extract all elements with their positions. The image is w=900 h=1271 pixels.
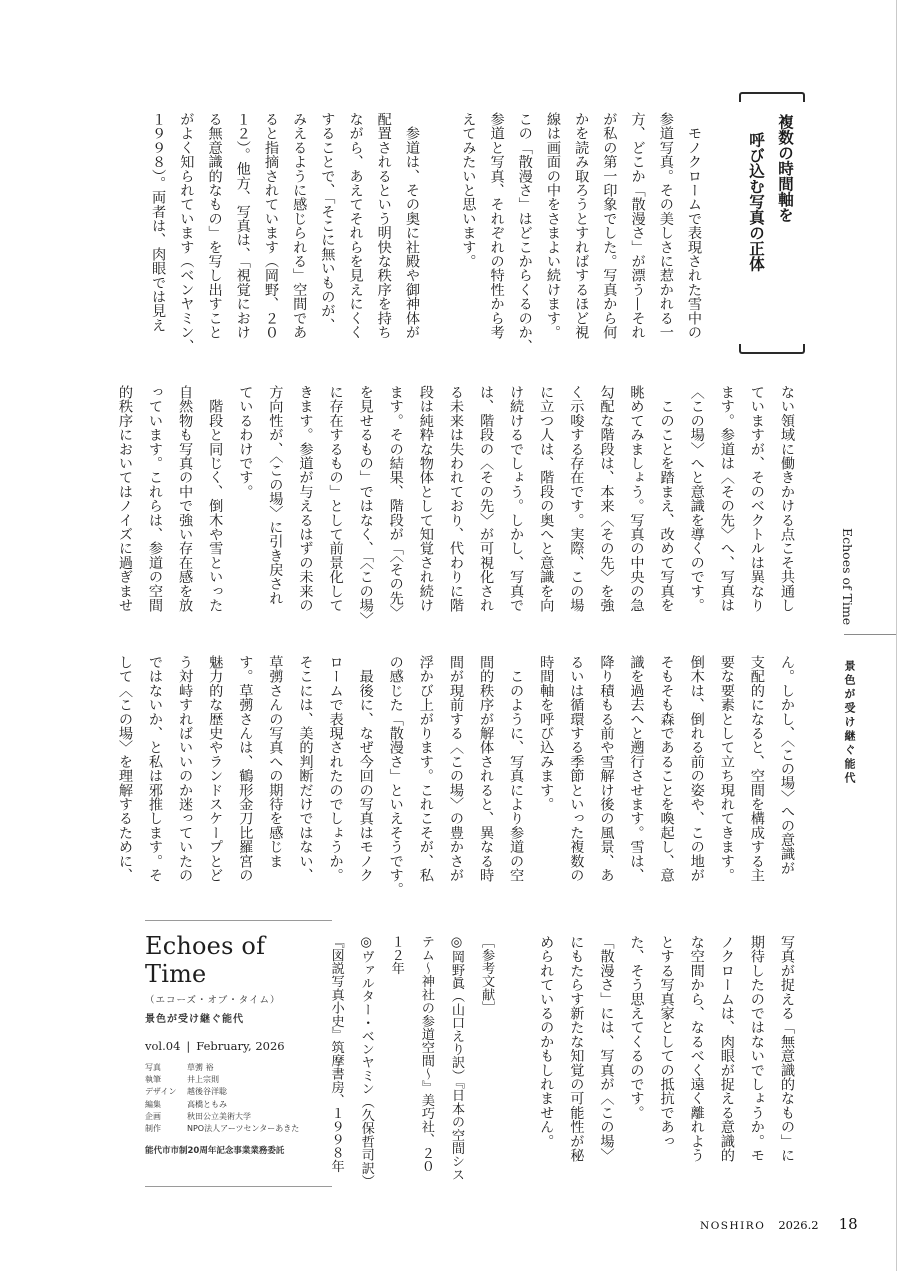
- text-line: そもそも森であることを喚起し、意: [658, 655, 675, 883]
- text-line: う対峙すればいいのか迷っていたの: [177, 655, 194, 883]
- text-line: にもたらす新たな知覚の可能性が秘: [568, 935, 585, 1163]
- references-label: ［参考文献］: [479, 935, 495, 1015]
- staff-role: 制作: [145, 1123, 161, 1133]
- text-line: 要な要素として立ち現れてきます。: [718, 655, 735, 883]
- staff-row: [145, 1100, 299, 1112]
- staff-role: 執筆: [145, 1075, 161, 1085]
- text-line: 階段と同じく、倒木や雪といった: [207, 385, 224, 613]
- issue-separator: |: [186, 1039, 191, 1053]
- text-line: このことを踏まえ、改めて写真を: [658, 385, 675, 613]
- text-line: 写真が捉える「無意識的なもの」に: [779, 935, 795, 1163]
- colophon-subtitle: 景色が受け継ぐ能代: [145, 1014, 244, 1025]
- paragraph-gap: [426, 112, 454, 344]
- text-line: ない領域に働きかける点こそ共通し: [779, 385, 795, 613]
- text-line: 勾配な階段は、本来〈その先〉を強: [598, 385, 615, 613]
- text-line: 最後に、なぜ今回の写真はモノク: [357, 655, 374, 883]
- text-line: ではないか、と私は邪推します。そ: [147, 655, 164, 883]
- heading-text: [741, 114, 799, 272]
- staff-role: 写真: [145, 1063, 161, 1072]
- reference-line: ◎ヴァルター・ベンヤミン（久保哲司訳）: [358, 935, 374, 1188]
- text-line: とする写真家としての抵抗であっ: [658, 935, 675, 1148]
- text-line: このように、写真により参道の空: [508, 655, 525, 883]
- text-line: 魅力的な歴史やランドスケープとど: [207, 655, 224, 883]
- text-line: 識を過去へと遡行させます。雪は、: [628, 655, 645, 883]
- staff-row: [145, 1063, 299, 1075]
- staff-row: [145, 1087, 299, 1099]
- text-line: 参道と写真、それぞれの特性から考: [488, 112, 505, 340]
- text-line: 時間軸を呼び込みます。: [538, 655, 555, 812]
- text-line: を見せるもの」ではなく、「〈この場〉: [357, 385, 374, 627]
- page-number: 18: [838, 1215, 858, 1233]
- text-line: す。草彅さんは、鶴形金刀比羅宮の: [237, 655, 254, 883]
- staff-name: 井上宗則: [187, 1075, 219, 1085]
- staff-row: [145, 1124, 299, 1136]
- text-line: することで、「そこに無いものが、: [319, 112, 336, 333]
- text-line: 段は純粋な物体として知覚され続け: [417, 385, 434, 613]
- text-line: 降り積もる前や雪解け後の風景、あ: [598, 655, 615, 883]
- text-line: る未来は失われており、代わりに階: [447, 385, 464, 613]
- text-line: ていますが、そのベクトルは異なり: [748, 385, 765, 613]
- staff-row: [145, 1075, 299, 1087]
- body-block-lower: [110, 655, 802, 897]
- body-block-bottom: [321, 935, 803, 1188]
- text-line: るいは循環する季節といった複数の: [568, 655, 585, 883]
- text-line: ます。参道は〈その先〉へ、写真は: [718, 385, 735, 613]
- text-line: ているわけです。: [237, 385, 254, 499]
- staff-role: 編集: [145, 1099, 161, 1109]
- text-line: かを読み取ろうとすればするほど視: [573, 112, 590, 340]
- text-line: がよく知られています（ベンヤミン、: [178, 112, 195, 354]
- colophon-title: Echoes of Time: [145, 932, 266, 988]
- text-line: モノクロームで表現された雪中の: [686, 112, 702, 340]
- paragraph-gap: [501, 935, 531, 1167]
- issue-date: February, 2026: [196, 1039, 285, 1053]
- magazine-name: NOSHIRO: [700, 1220, 766, 1232]
- text-line: 「散漫さ」には、写真が〈この場〉: [598, 935, 615, 1163]
- section-heading: [735, 92, 807, 354]
- staff-role: デザイン: [145, 1087, 177, 1097]
- colophon-title-kana: （エコーズ・オブ・タイム）: [145, 995, 281, 1006]
- running-title-divider: [844, 634, 896, 635]
- text-line: に存在するもの」として前景化して: [327, 385, 344, 613]
- commission-note: 能代市市制20周年記念事業業務委託: [145, 1146, 285, 1157]
- text-line: 浮かび上がります。これこそが、私: [417, 655, 434, 883]
- text-line: に立つ人は、階段の奥へと意識を向: [538, 385, 555, 613]
- text-line: け続けるでしょう。しかし、写真で: [508, 385, 525, 613]
- text-line: 方向性が、〈この場〉に引き戻され: [267, 385, 284, 606]
- staff-name: 秋田公立美術大学: [187, 1111, 251, 1121]
- text-line: 的秩序においてはノイズに過ぎませ: [116, 385, 133, 613]
- text-line: ながら、あえてそれらを見えにくく: [347, 112, 364, 340]
- text-line: の感じた「散漫さ」といえそうです。: [387, 655, 404, 897]
- text-line: ロームで表現されたのでしょうか。: [327, 655, 344, 883]
- text-line: な空間から、なるべく遠く離れよう: [688, 935, 705, 1163]
- staff-list: [145, 1063, 299, 1136]
- text-line: が私の第一印象でした。写真から何: [601, 112, 618, 340]
- text-line: １９９８）。両者は、肉眼では見え: [150, 112, 167, 333]
- text-line: 〈この場〉へと意識を導くのです。: [688, 385, 705, 613]
- text-line: 配置されるという明快な秩序を持ち: [375, 112, 392, 340]
- running-title: Echoes of Time: [840, 528, 855, 626]
- colophon: [145, 920, 332, 1187]
- text-line: きます。参道が与えるはずの未来の: [297, 385, 314, 613]
- staff-name: 高橋ともみ: [187, 1099, 227, 1109]
- text-line: そこには、美的判断だけではない、: [297, 655, 314, 883]
- text-line: ます。その結果、階段が「〈その先〉: [387, 385, 404, 620]
- text-line: められているのかもしれません。: [538, 935, 555, 1148]
- page-edge-rule: [896, 0, 897, 1271]
- reference-line: １２年: [388, 935, 404, 975]
- running-subtitle: 景色が受け継ぐ能代: [843, 660, 856, 786]
- text-line: みえるように感じられる」空間であ: [291, 112, 308, 340]
- text-line: ると指摘されています（岡野、２０: [262, 112, 279, 340]
- text-line: 参道写真。その美しさに惹かれる一: [657, 112, 674, 340]
- staff-name: 越後谷洋聡: [187, 1087, 227, 1097]
- body-block-top: [144, 112, 708, 354]
- heading-line: 複数の時間軸を: [776, 114, 794, 223]
- text-line: 支配的になると、空間を構成する主: [748, 655, 765, 883]
- text-line: た、そう思えてくるのです。: [628, 935, 645, 1120]
- text-line: 倒木は、倒れる前の姿や、この地が: [688, 655, 705, 883]
- text-line: っています。これらは、参道の空間: [147, 385, 164, 613]
- text-line: る無意識的なもの」を写し出すこと: [206, 112, 223, 340]
- text-line: 方、どこか「散漫さ」が漂う—それ: [629, 112, 646, 340]
- colophon-top-rule: [145, 920, 332, 921]
- heading-line: 呼び込む写真の正体: [747, 132, 765, 272]
- text-line: 線は画面の中をさまよい続けます。: [544, 112, 561, 340]
- colophon-bottom-rule: [145, 1186, 332, 1187]
- body-block-middle: [110, 385, 802, 627]
- text-line: 間が現前する〈この場〉の豊かさが: [447, 655, 464, 883]
- text-line: ん。しかし、〈この場〉への意識が: [779, 655, 795, 876]
- text-line: ノクロームは、肉眼が捉える意識的: [718, 935, 735, 1163]
- staff-name: NPO法人アーツセンターあきた: [187, 1123, 300, 1133]
- volume-number: vol.04: [145, 1039, 181, 1053]
- staff-row: [145, 1112, 299, 1124]
- page-footer: [700, 1214, 858, 1233]
- text-line: 草彅さんの写真への期待を感じま: [267, 655, 284, 868]
- text-line: １２）。他方、写真は、「視覚におけ: [234, 112, 251, 340]
- reference-line: 『図説写真小史』筑摩書房、１９９８年: [328, 935, 344, 1173]
- issue-info: [145, 1039, 332, 1053]
- text-line: この「散漫さ」はどこからくるのか、: [516, 112, 533, 354]
- text-line: 期待したのではないでしょうか。モ: [748, 935, 765, 1163]
- heading-bracket-bottom: [739, 344, 805, 354]
- heading-bracket-top: [739, 92, 805, 102]
- reference-line: テム〜神社の参道空間〜』美巧社、２０: [418, 935, 434, 1173]
- text-line: 参道は、その奥に社殿や御神体が: [403, 112, 420, 340]
- staff-role: 企画: [145, 1111, 161, 1121]
- text-line: は、階段の〈その先〉が可視化され: [478, 385, 495, 613]
- text-line: く示唆する存在です。実際、この場: [568, 385, 585, 613]
- text-line: 間的秩序が解体されると、異なる時: [478, 655, 495, 883]
- text-line: して〈この場〉を理解するために、: [116, 655, 133, 883]
- text-line: 眺めてみましょう。写真の中央の急: [628, 385, 645, 613]
- issue-number: 2026.2: [778, 1218, 819, 1232]
- reference-line: ◎岡野眞（山口えり訳）『日本の空間シス: [448, 935, 464, 1181]
- staff-name: 草彅 裕: [187, 1063, 214, 1072]
- text-line: えてみたいと思います。: [460, 112, 477, 269]
- text-line: 自然物も写真の中で強い存在感を放: [177, 385, 194, 613]
